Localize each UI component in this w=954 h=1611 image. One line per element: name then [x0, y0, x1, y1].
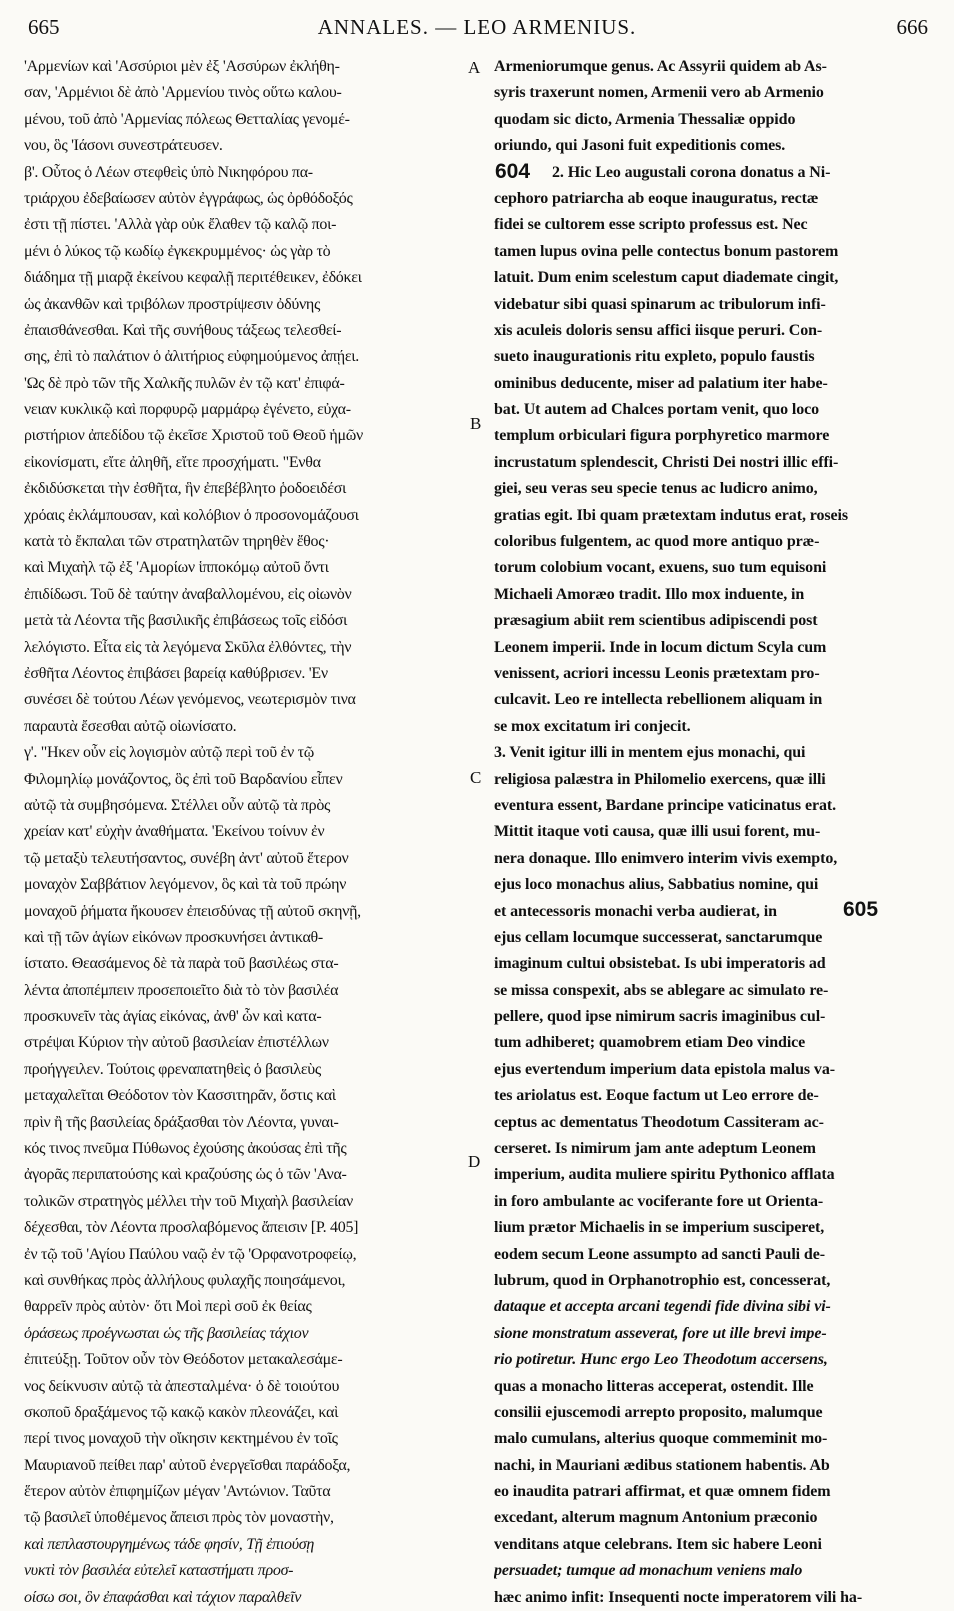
text-line: dataque et accepta arcani tegendi fide divina sibi vi- [494, 1298, 831, 1316]
text-line: θαρρεῖν πρὸς αὐτὸν· ὅτι Μοὶ περὶ σοῦ ἐκ θείας [24, 1298, 312, 1316]
text-line: se missa conspexit, abs se ablegare ac simulato re- [494, 981, 829, 999]
text-line: ίστατο. Θεασάμενος δὲ τὰ παρὰ τοῦ βασιλέως στα- [24, 955, 339, 973]
text-line: nachi, in Mauriani ædibus stationem habentis. Ab [494, 1456, 830, 1474]
text-line: λελόγιστο. Εἶτα εἰς τὰ λεγόμενα Σκῦλα ἐλθόντες, τὴν [24, 638, 352, 656]
text-line: quodam sic dicto, Armenia Thessaliæ oppido [494, 110, 796, 128]
text-line: oriundo, qui Jasoni fuit expeditionis comes. [494, 137, 786, 155]
text-line: cerseret. Is nimirum jam ante adeptum Leonem [494, 1140, 816, 1158]
text-line: καὶ πεπλαστουργημένως τάδε φησίν, Τῇ ἐπιούσῃ [24, 1535, 314, 1553]
text-line: ἕτερον αὐτὸν ἐπιφημίζων μέγαν 'Αντώνιον. Ταῦτα [24, 1483, 331, 1501]
text-line: Leonem imperii. Inde in locum dictum Scyla cum [494, 638, 827, 656]
text-line: cephoro patriarcha ab eoque inauguratus, rectæ [494, 189, 819, 207]
text-line: τριάρχου ἐδεβαίωσεν αὐτὸν ἐγγράφως, ὡς ὀρθόδοξός [24, 189, 353, 207]
text-line: σκοποῦ δραξάμενος τῷ κακῷ κακὸν πλεονάζει, καὶ [24, 1403, 339, 1421]
text-line: nera donaque. Illo enimvero interim vivis exempto, [494, 849, 838, 867]
text-line: sueto inaugurationis ritu expleto, populo faustis [494, 348, 815, 366]
text-line: coloribus fulgentem, ac quod more antiquo præ- [494, 533, 820, 551]
text-line: rio potiretur. Hunc ergo Leo Theodotum accersens, [494, 1351, 828, 1369]
running-title: ANNALES. — LEO ARMENIUS. [317, 15, 637, 39]
text-line: eventura essent, Bardane principe vaticinatus erat. [494, 796, 836, 814]
text-line: σαν, 'Αρμένιοι δὲ ἀπὸ 'Αρμενίου τινὸς οὕτω καλου- [24, 84, 342, 102]
page-number-left: 665 [28, 15, 60, 39]
text-line: eodem secum Leone assumpto ad sancti Pauli de- [494, 1245, 825, 1263]
text-line: περί τινος μοναχοῦ τὴν οἴκησιν κεκτημένου ἐν τοῖς [24, 1430, 338, 1448]
text-line: παραυτὰ ἔσεσθαι αὐτῷ οἰωνίσατο. [24, 717, 237, 735]
text-line: giei, seu veras seu specie tenus ac ludicro animo, [494, 480, 818, 498]
text-line: ominibus deducente, miser ad palatium iter habe- [494, 374, 828, 392]
text-line: bat. Ut autem ad Chalces portam venit, quo loco [494, 401, 820, 419]
margin-letter-b: B [470, 414, 482, 433]
text-line: eo inaudita patrari affirmat, et quæ omnem fidem [494, 1483, 831, 1501]
page-number-right: 666 [896, 15, 928, 39]
text-line: β'. Οὗτος ὁ Λέων στεφθεὶς ὑπὸ Νικηφόρου πα- [24, 163, 313, 181]
text-line: καὶ τῇ τῶν ἁγίων εἰκόνων προσκυνήσει ἀντικαθ- [24, 928, 323, 946]
text-line: venissent, acriori incessu Leonis prætextam pro- [494, 664, 820, 682]
text-line: lium prætor Michaelis in se imperium susciperet, [494, 1219, 825, 1237]
text-line: præsagium abiit rem scientibus adipiscendi post [494, 612, 818, 630]
text-line: δέχεσθαι, τὸν Λέοντα προσλαβόμενος ἄπεισιν [P. 405] [24, 1219, 359, 1237]
text-line: lubrum, quod in Orphanotrophio est, concesserat, [494, 1271, 831, 1289]
text-line: gratias egit. Ibi quam prætextam indutus erat, roseis [494, 506, 848, 524]
text-line: νυκτὶ τὸν βασιλέα εὐτελεῖ καταστήματι προσ- [24, 1562, 294, 1580]
text-line: τῷ βασιλεῖ ὑποθέμενος ἄπεισι πρὸς τὸν μοναστὴν, [24, 1509, 334, 1527]
text-line: quas a monacho litteras acceperat, ostendit. Ille [494, 1377, 814, 1395]
text-line: καὶ συνθήκας πρὸς ἀλλήλους φυλαχῆς ποιησάμενοι, [24, 1271, 346, 1289]
text-line: προσκυνεῖν τὰς ἁγίας εἰκόνας, ἀνθ' ὧν καὶ κατα- [24, 1008, 322, 1026]
text-line: Armeniorumque genus. Ac Assyrii quidem ab As- [494, 58, 827, 75]
text-line: syris traxerunt nomen, Armenii vero ab Armenio [494, 84, 824, 102]
text-line: persuadet; tumque ad monachum veniens malo [494, 1562, 803, 1580]
text-line: αὐτῷ τὰ συμβησόμενα. Στέλλει οὖν αὐτῷ τὰ πρὸς [24, 796, 331, 814]
text-line: tum adhiberet; quamobrem etiam Deo vindice [494, 1034, 806, 1052]
text-line: χρείαν κατ' εὐχὴν ἀναθήματα. 'Εκείνου τοίνυν ἐν [24, 823, 325, 841]
text-line: ριστήριον ἀπεδίδου τῷ ἐκεῖσε Χριστοῦ τοῦ Θεοῦ ἡμῶν [24, 427, 363, 445]
text-line: κατὰ τὸ ἔκπαλαι τῶν στρατηλατῶν τηρηθὲν ἔθος· [24, 533, 330, 551]
text-line: σης, ἐπὶ τὸ παλάτιον ὁ ἀλιτήριος εὐφημούμενος ἀπῄει. [24, 348, 359, 366]
text-line: ceptus ac dementatus Theodotum Cassiteram ac- [494, 1113, 824, 1131]
text-line: γ'. "Ηκεν οὖν εἰς λογισμὸν αὐτῷ περὶ τοῦ ἐν τῷ [24, 744, 314, 762]
text-line: consilii ejuscemodi arrepto proposito, malumque [494, 1403, 823, 1421]
text-line: εἰκονίσματι, εἴτε ἀληθῆ, εἴτε προσχήματι. "Ενθα [24, 453, 321, 471]
text-line: ejus evertendum imperium data epistola malus va- [494, 1060, 835, 1078]
text-line: torum colobium vocant, exuens, suo tum equisoni [494, 559, 827, 577]
text-line: ἐπιδίδωσι. Τοῦ δὲ ταύτην ἀναβαλλομένου, εἰς οἰωνὸν [24, 585, 352, 603]
text-line: ejus cellam locumque successerat, sanctarumque [494, 928, 823, 946]
text-line: τῷ μεταξὺ τελευτήσαντος, συνέβη ἀντ' αὐτοῦ ἕτερον [24, 849, 349, 867]
running-header [20, 12, 934, 42]
text-line: religiosa palæstra in Philomelio exercens, quæ illi [494, 770, 826, 788]
text-line: ἐπιτεύξῃ. Τοῦτον οὖν τὸν Θεόδοτον μετακαλεσάμε- [24, 1351, 343, 1369]
text-line: Michaeli Amoræo tradit. Illo mox induente, in [494, 585, 805, 603]
text-line: malo cumulans, alterius quoque commeminit mo- [494, 1430, 828, 1448]
text-line: χρόαις ἐκλάμπουσαν, καὶ κολόβιον ὁ προσονομάζουσι [24, 506, 359, 524]
text-line: μένου, τοῦ ἀπὸ 'Αρμενίας πόλεως Θετταλίας γενομέ- [24, 110, 350, 128]
text-line: ejus loco monachus alius, Sabbatius nomine, qui [494, 876, 819, 894]
text-line: se mox excitatum iri conjecit. [494, 717, 691, 735]
greek-text-column [24, 54, 482, 1611]
text-line: 'Αρμενίων καὶ 'Ασσύριοι μὲν ἐξ 'Ασσύρων ἐκλήθη- [24, 58, 340, 75]
margin-letter-d: D [468, 1152, 481, 1171]
text-line: ἐκδιδύσκεται τὴν ἐσθῆτα, ἣν ἐπεβέβλητο ῥοδοειδέσι [24, 480, 347, 498]
text-line: 2. Hic Leo augustali corona donatus a Ni- [552, 163, 831, 181]
text-line: στρέψαι Κύριον τὴν αὐτοῦ βασιλείαν ἐπιστέλλων [24, 1034, 329, 1052]
text-line: pellere, quod ipse nimirum sacris imaginibus cul- [494, 1008, 826, 1026]
text-line: tamen lupus ovina pelle contectus bonum pastorem [494, 242, 839, 260]
text-line: μετὰ τὰ Λέοντα τῆς βασιλικῆς ἐπιβάσεως τοῖς εἰδόσι [24, 612, 348, 630]
text-line: ἐπαισθάνεσθαι. Καὶ τῆς συνήθους τάξεως τελεσθεί- [24, 321, 342, 339]
text-line: 'Ως δὲ πρὸ τῶν τῆς Χαλκῆς πυλῶν ἐν τῷ κατ' ἐπιφά- [24, 374, 345, 392]
margin-letter-a: A [468, 58, 481, 77]
text-line: in foro ambulante ac vociferante fore ut Orienta- [494, 1192, 824, 1210]
text-line: προήγγειλεν. Τούτοις φρεναπατηθεὶς ὁ βασιλεὺς [24, 1060, 321, 1078]
text-line: ἀγορᾶς περιπατούσης καὶ κραζούσης ὡς ὁ τῶν 'Ανα- [24, 1166, 347, 1184]
text-line: sione monstratum asseverat, fore ut ille brevi impe- [494, 1324, 827, 1342]
text-line: μοναχὸν Σαββάτιον λεγόμενον, ὃς καὶ τὰ τοῦ πρώην [24, 876, 347, 894]
latin-text-column [494, 54, 926, 1611]
text-line: templum orbiculari figura porphyretico marmore [494, 427, 830, 445]
text-line: μοναχοῦ ῥήματα ἤκουσεν ἐπεισδύνας τῇ αὐτοῦ σκηνῇ, [24, 902, 361, 920]
text-line: tes ariolatus est. Eoque factum ut Leo errore de- [494, 1087, 819, 1105]
text-line: Φιλομηλίῳ μονάζοντος, ὃς ἐπὶ τοῦ Βαρδανίου εἶπεν [24, 770, 343, 788]
text-line: μένι ὁ λύκος τῷ κωδίῳ ἐγκεκρυμμένος· ὡς γὰρ τὸ [24, 242, 331, 260]
text-line: excedant, alterum magnum Antonium præconio [494, 1509, 818, 1527]
text-line: Mittit itaque voti causa, quæ illi usui forent, mu- [494, 823, 821, 841]
text-line: πρὶν ἢ τῆς βασιλείας δράξασθαι τὸν Λέοντα, γυναι- [24, 1113, 339, 1131]
text-line: νος δείκνυσιν αὐτῷ τὰ ἀπεσταλμένα· ὁ δὲ τοιούτου [24, 1377, 340, 1395]
text-line: ὁράσεως προέγνωσται ὡς τῆς βασιλείας τάχιον [24, 1324, 309, 1342]
text-line: incrustatum splendescit, Christi Dei nostri illic effi- [494, 453, 839, 471]
text-line: videbatur sibi quasi spinarum ac tribulorum infi- [494, 295, 826, 313]
text-line: Μαυριανοῦ πείθει παρ' αὐτοῦ ἐνεργεῖσθαι παράδοξα, [24, 1456, 351, 1474]
text-line: ἐστι τῇ πίστει. 'Αλλὰ γὰρ οὐκ ἔλαθεν τῷ καλῷ ποι- [24, 216, 337, 234]
text-line: νειαν κυκλικῷ καὶ πορφυρῷ μαρμάρῳ ἐγένετο, εὐχα- [24, 401, 351, 419]
text-line: τολικῶν στρατηγὸς μέλλει τὴν τοῦ Μιχαὴλ βασιλείαν [24, 1192, 353, 1210]
text-line: καὶ Μιχαὴλ τῷ ἐξ 'Αμορίων ἱπποκόμῳ αὐτοῦ ὄντι [24, 559, 329, 577]
text-line: ἐσθῆτα Λέοντος ἐπιβάσει βαρείᾳ καθύβρισεν. 'Εν [24, 664, 328, 682]
text-line: venditans atque celebrans. Item sic habere Leoni [494, 1535, 822, 1553]
text-line: 3. Venit igitur illi in mentem ejus monachi, qui [494, 744, 806, 762]
text-line: ὡς ἀκανθῶν καὶ τριβόλων προστρίψεσιν ὀδύνης [24, 295, 321, 313]
text-line: λέντα ἀποπέμπειν προσεποιεῖτο διὰ τὸ τὸν βασιλέα [24, 981, 339, 999]
margin-letter-c: C [470, 768, 482, 787]
text-line: ἐν τῷ τοῦ 'Αγίου Παύλου ναῷ ἐν τῷ 'Ορφανοτροφείῳ, [24, 1245, 357, 1263]
text-line: μεταχαλεῖται Θεόδοτον τὸν Κασσιτηρᾶν, ὅστις καὶ [24, 1087, 336, 1105]
text-line: διάδημα τῇ μιαρᾷ ἐκείνου κεφαλῇ περιτέθεικεν, ἐδόκει [24, 269, 362, 287]
edition-page-marker-604: 604 [495, 160, 531, 183]
text-line: οίσω σοι, ὃν ἐπαφάσθαι καὶ τάχιον παραλθεῖν [24, 1588, 302, 1606]
text-line: συνέσει δὲ τούτου Λέων γενόμενος, νεωτερισμὸν τινα [24, 691, 356, 709]
text-line: νου, ὃς 'Ιάσονι συνεστράτευσεν. [24, 137, 223, 155]
text-line: fidei se cultorem esse scripto professus est. Nec [494, 216, 808, 234]
text-line: imaginum cultui obsistebat. Is ubi imperatoris ad [494, 955, 826, 973]
text-line: imperium, audita muliere spiritu Pythonico afflata [494, 1166, 835, 1184]
text-line: latuit. Dum enim scelestum caput diademate cingit, [494, 269, 839, 287]
text-line: κός τινος πνεῦμα Πύθωνος ἐχούσης ἀκούσας ἐπὶ τῆς [24, 1140, 347, 1158]
text-line: culcavit. Leo re intellecta rebellionem aliquam in [494, 691, 823, 709]
text-line: xis aculeis doloris sensu affici iisque peruri. Con- [494, 321, 823, 339]
text-line: hæc animo infit: Insequenti nocte imperatorem vili ha- [494, 1588, 863, 1606]
edition-page-marker-605: 605 [843, 898, 879, 921]
text-line: et antecessoris monachi verba audierat, in [494, 902, 777, 920]
